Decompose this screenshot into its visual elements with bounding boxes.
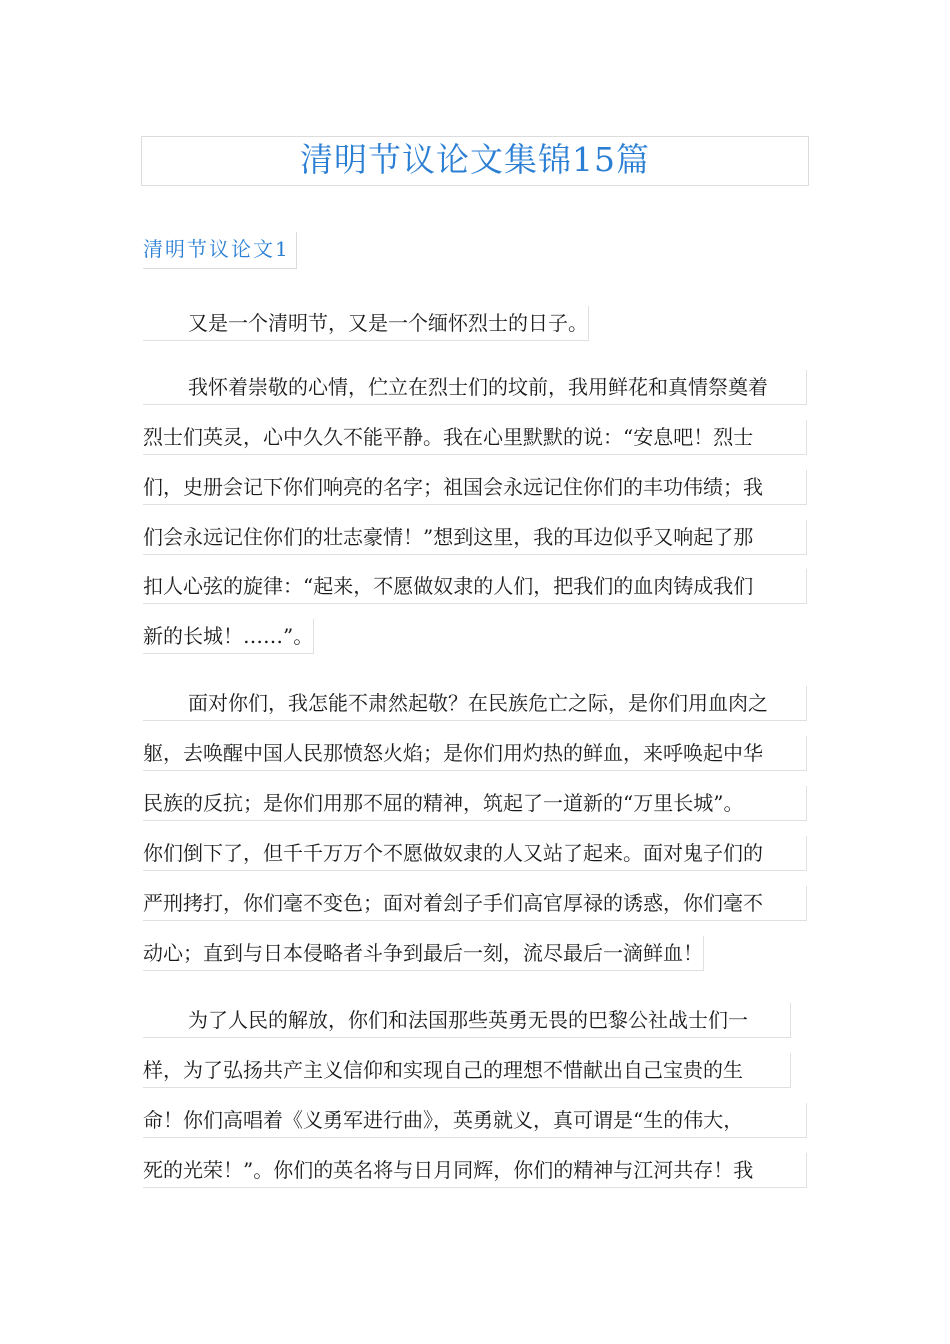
text-line: 新的长城！……”。 <box>143 619 314 654</box>
text-line: 样，为了弘扬共产主义信仰和实现自己的理想不惜献出自己宝贵的生 <box>143 1053 791 1088</box>
text-line: 动心；直到与日本侵略者斗争到最后一刻，流尽最后一滴鲜血！ <box>143 936 704 971</box>
text-line: 为了人民的解放，你们和法国那些英勇无畏的巴黎公社战士们一 <box>143 1003 791 1038</box>
text-line: 命！你们高唱着《义勇军进行曲》，英勇就义，真可谓是“生的伟大， <box>143 1103 807 1138</box>
section-heading: 清明节议论文1 <box>143 232 297 269</box>
text-line: 们会永远记住你们的壮志豪情！”想到这里，我的耳边似乎又响起了那 <box>143 520 807 555</box>
text-line: 躯，去唤醒中国人民那愤怒火焰；是你们用灼热的鲜血，来呼唤起中华 <box>143 736 807 771</box>
text-line: 民族的反抗；是你们用那不屈的精神，筑起了一道新的“万里长城”。 <box>143 786 807 821</box>
text-line: 们，史册会记下你们响亮的名字；祖国会永远记住你们的丰功伟绩；我 <box>143 470 807 505</box>
text-line: 扣人心弦的旋律：“起来，不愿做奴隶的人们，把我们的血肉铸成我们 <box>143 569 807 604</box>
title-box <box>141 136 809 186</box>
text-line: 又是一个清明节，又是一个缅怀烈士的日子。 <box>143 306 589 341</box>
document-title: 清明节议论文集锦15篇 <box>300 140 650 179</box>
text-line: 烈士们英灵，心中久久不能平静。我在心里默默的说：“安息吧！烈士 <box>143 420 807 455</box>
text-line: 面对你们，我怎能不肃然起敬？在民族危亡之际，是你们用血肉之 <box>143 686 807 721</box>
text-line: 死的光荣！”。你们的英名将与日月同辉，你们的精神与江河共存！我 <box>143 1153 807 1188</box>
text-line: 你们倒下了，但千千万万个不愿做奴隶的人又站了起来。面对鬼子们的 <box>143 836 807 871</box>
text-line: 严刑拷打，你们毫不变色；面对着刽子手们高官厚禄的诱惑，你们毫不 <box>143 886 807 921</box>
text-line: 我怀着崇敬的心情，伫立在烈士们的坟前，我用鲜花和真情祭奠着 <box>143 370 807 405</box>
